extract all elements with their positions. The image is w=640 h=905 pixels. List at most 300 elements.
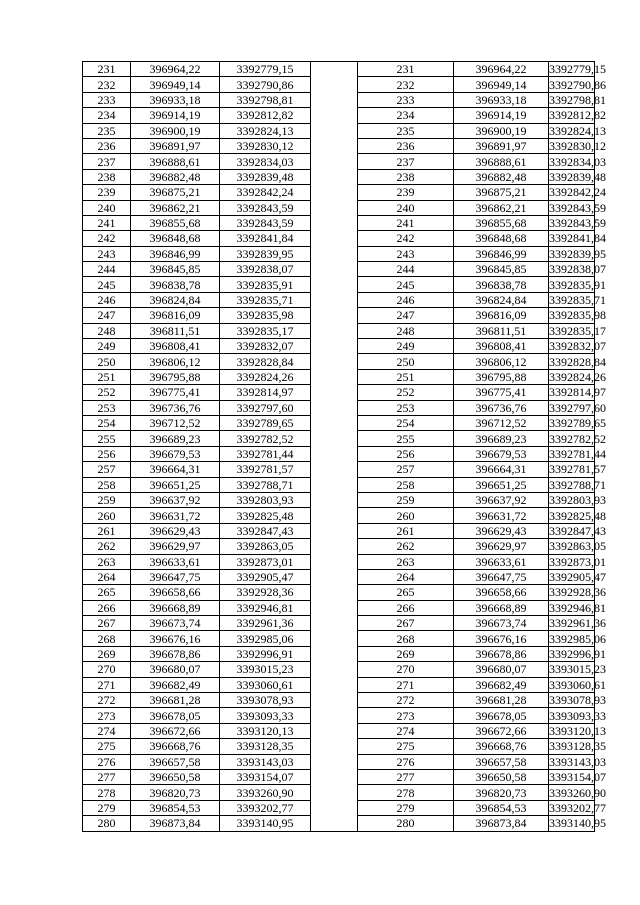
table-row [83, 723, 595, 738]
right-point-number-cell: 231 [358, 62, 454, 77]
right-point-number-cell: 241 [358, 215, 454, 230]
right-y-coordinate-cell: 3392841,84 [549, 231, 606, 246]
right-x-coordinate-cell: 396900,19 [454, 123, 549, 138]
right-x-coordinate-cell: 396629,97 [454, 539, 549, 554]
left-point-number-cell: 234 [83, 108, 131, 123]
left-y-coordinate-cell: 3392841,84 [220, 231, 311, 246]
left-x-coordinate-cell: 396664,31 [131, 462, 220, 477]
left-x-coordinate-cell: 396855,68 [131, 215, 220, 230]
right-y-coordinate-cell: 3392832,07 [549, 339, 606, 354]
left-point-number-cell: 278 [83, 785, 131, 800]
right-point-number-cell: 239 [358, 185, 454, 200]
right-y-coordinate-cell: 3392835,17 [549, 323, 606, 338]
right-point-number-cell: 264 [358, 569, 454, 584]
right-point-number-cell: 270 [358, 662, 454, 677]
right-point-number-cell: 268 [358, 631, 454, 646]
table-row [83, 154, 595, 169]
right-y-coordinate-cell: 3392789,65 [549, 416, 606, 431]
left-point-number-cell: 268 [83, 631, 131, 646]
table-row [83, 769, 595, 784]
right-x-coordinate-cell: 396811,51 [454, 323, 549, 338]
left-x-coordinate-cell: 396875,21 [131, 185, 220, 200]
table-row [83, 800, 595, 815]
right-point-number-cell: 240 [358, 200, 454, 215]
right-x-coordinate-cell: 396854,53 [454, 800, 549, 815]
table-row [83, 585, 595, 600]
right-y-coordinate-cell: 3392798,81 [549, 92, 606, 107]
left-point-number-cell: 246 [83, 292, 131, 307]
right-y-coordinate-cell: 3393093,33 [549, 708, 606, 723]
left-y-coordinate-cell: 3393143,03 [220, 754, 311, 769]
left-point-number-cell: 242 [83, 231, 131, 246]
left-point-number-cell: 240 [83, 200, 131, 215]
table-row [83, 400, 595, 415]
right-y-coordinate-cell: 3392814,97 [549, 385, 606, 400]
right-y-coordinate-cell: 3392835,98 [549, 308, 606, 323]
right-y-coordinate-cell: 3393060,61 [549, 677, 606, 692]
right-x-coordinate-cell: 396668,76 [454, 739, 549, 754]
right-point-number-cell: 235 [358, 123, 454, 138]
right-y-coordinate-cell: 3392905,47 [549, 570, 606, 585]
right-x-coordinate-cell: 396949,14 [454, 77, 549, 92]
table-row [83, 816, 595, 831]
left-y-coordinate-cell: 3392782,52 [220, 431, 311, 446]
column-gap [311, 477, 358, 492]
left-y-coordinate-cell: 3392835,17 [220, 323, 311, 338]
column-gap [311, 785, 358, 800]
left-point-number-cell: 256 [83, 446, 131, 461]
right-x-coordinate-cell: 396888,61 [454, 154, 549, 169]
left-point-number-cell: 263 [83, 554, 131, 569]
left-point-number-cell: 241 [83, 215, 131, 230]
left-x-coordinate-cell: 396806,12 [131, 354, 220, 369]
left-point-number-cell: 261 [83, 523, 131, 538]
right-x-coordinate-cell: 396882,48 [454, 169, 549, 184]
right-y-coordinate-cell: 3392838,07 [549, 262, 606, 277]
left-y-coordinate-cell: 3392803,93 [220, 492, 311, 507]
column-gap [311, 308, 358, 323]
table-row [83, 215, 595, 230]
column-gap [311, 277, 358, 292]
left-point-number-cell: 255 [83, 431, 131, 446]
right-point-number-cell: 272 [358, 693, 454, 708]
left-point-number-cell: 277 [83, 769, 131, 784]
left-y-coordinate-cell: 3393202,77 [220, 800, 311, 815]
left-point-number-cell: 267 [83, 616, 131, 631]
left-y-coordinate-cell: 3392843,59 [220, 200, 311, 215]
right-point-number-cell: 256 [358, 446, 454, 461]
left-point-number-cell: 266 [83, 600, 131, 615]
right-y-coordinate-cell: 3392847,43 [549, 523, 606, 538]
right-y-coordinate-cell: 3392839,95 [549, 246, 606, 261]
left-y-coordinate-cell: 3392946,81 [220, 600, 311, 615]
right-y-coordinate-cell: 3393202,77 [549, 800, 606, 815]
column-gap [311, 185, 358, 200]
table-row [83, 323, 595, 338]
left-x-coordinate-cell: 396676,16 [131, 631, 220, 646]
left-x-coordinate-cell: 396846,99 [131, 246, 220, 261]
coordinates-table [82, 61, 606, 832]
right-y-coordinate-cell: 3392788,71 [549, 477, 606, 492]
right-x-coordinate-cell: 396712,52 [454, 415, 549, 430]
column-gap [311, 508, 358, 523]
table-row [83, 415, 595, 430]
left-point-number-cell: 233 [83, 92, 131, 107]
left-x-coordinate-cell: 396679,53 [131, 446, 220, 461]
table-row [83, 200, 595, 215]
right-x-coordinate-cell: 396873,84 [454, 816, 549, 831]
right-x-coordinate-cell: 396679,53 [454, 446, 549, 461]
column-gap [311, 385, 358, 400]
left-y-coordinate-cell: 3392835,98 [220, 308, 311, 323]
table-row [83, 77, 595, 92]
right-y-coordinate-cell: 3392824,26 [549, 370, 606, 384]
left-y-coordinate-cell: 3392863,05 [220, 539, 311, 554]
right-point-number-cell: 269 [358, 646, 454, 661]
column-gap [311, 108, 358, 123]
right-y-coordinate-cell: 3392828,84 [549, 354, 606, 369]
left-point-number-cell: 249 [83, 339, 131, 354]
table-row [83, 308, 595, 323]
right-point-number-cell: 271 [358, 677, 454, 692]
left-x-coordinate-cell: 396795,88 [131, 369, 220, 384]
right-y-coordinate-cell: 3392835,71 [549, 293, 606, 308]
right-y-coordinate-cell: 3392863,05 [549, 539, 606, 554]
right-point-number-cell: 263 [358, 554, 454, 569]
right-y-coordinate-cell: 3392835,91 [549, 277, 606, 292]
table-row [83, 446, 595, 461]
left-point-number-cell: 252 [83, 385, 131, 400]
right-x-coordinate-cell: 396676,16 [454, 631, 549, 646]
column-gap [311, 354, 358, 369]
right-point-number-cell: 248 [358, 323, 454, 338]
table-row [83, 385, 595, 400]
left-x-coordinate-cell: 396838,78 [131, 277, 220, 292]
left-point-number-cell: 272 [83, 693, 131, 708]
left-x-coordinate-cell: 396650,58 [131, 769, 220, 784]
left-y-coordinate-cell: 3392825,48 [220, 508, 311, 523]
left-y-coordinate-cell: 3392828,84 [220, 354, 311, 369]
column-gap [311, 631, 358, 646]
left-y-coordinate-cell: 3392788,71 [220, 477, 311, 492]
right-y-coordinate-cell: 3392843,59 [549, 200, 606, 215]
right-x-coordinate-cell: 396824,84 [454, 292, 549, 307]
left-point-number-cell: 271 [83, 677, 131, 692]
column-gap [311, 708, 358, 723]
right-point-number-cell: 252 [358, 385, 454, 400]
left-point-number-cell: 276 [83, 754, 131, 769]
table-row [83, 739, 595, 754]
left-x-coordinate-cell: 396633,61 [131, 554, 220, 569]
left-point-number-cell: 251 [83, 369, 131, 384]
column-gap [311, 200, 358, 215]
right-point-number-cell: 257 [358, 462, 454, 477]
left-x-coordinate-cell: 396816,09 [131, 308, 220, 323]
right-x-coordinate-cell: 396681,28 [454, 693, 549, 708]
right-x-coordinate-cell: 396875,21 [454, 185, 549, 200]
left-y-coordinate-cell: 3392842,24 [220, 185, 311, 200]
right-x-coordinate-cell: 396673,74 [454, 616, 549, 631]
right-point-number-cell: 249 [358, 339, 454, 354]
right-x-coordinate-cell: 396933,18 [454, 92, 549, 107]
right-point-number-cell: 280 [358, 816, 454, 831]
right-x-coordinate-cell: 396633,61 [454, 554, 549, 569]
table-row [83, 646, 595, 661]
left-y-coordinate-cell: 3392812,82 [220, 108, 311, 123]
table-row [83, 369, 595, 384]
left-point-number-cell: 235 [83, 123, 131, 138]
right-x-coordinate-cell: 396668,89 [454, 600, 549, 615]
column-gap [311, 754, 358, 769]
column-gap [311, 662, 358, 677]
right-point-number-cell: 236 [358, 138, 454, 153]
column-gap [311, 77, 358, 92]
right-point-number-cell: 278 [358, 785, 454, 800]
right-y-coordinate-cell: 3393154,07 [549, 770, 606, 785]
right-y-coordinate-cell: 3393128,35 [549, 739, 606, 754]
left-point-number-cell: 236 [83, 138, 131, 153]
left-y-coordinate-cell: 3393128,35 [220, 739, 311, 754]
right-y-coordinate-cell: 3392779,15 [549, 62, 606, 77]
right-point-number-cell: 247 [358, 308, 454, 323]
left-y-coordinate-cell: 3392789,65 [220, 415, 311, 430]
left-y-coordinate-cell: 3392797,60 [220, 400, 311, 415]
left-point-number-cell: 274 [83, 723, 131, 738]
column-gap [311, 585, 358, 600]
left-x-coordinate-cell: 396873,84 [131, 816, 220, 831]
right-x-coordinate-cell: 396678,05 [454, 708, 549, 723]
column-gap [311, 262, 358, 277]
left-point-number-cell: 269 [83, 646, 131, 661]
column-gap [311, 231, 358, 246]
left-point-number-cell: 264 [83, 569, 131, 584]
right-y-coordinate-cell: 3392782,52 [549, 431, 606, 446]
left-y-coordinate-cell: 3392873,01 [220, 554, 311, 569]
right-point-number-cell: 266 [358, 600, 454, 615]
left-x-coordinate-cell: 396933,18 [131, 92, 220, 107]
left-y-coordinate-cell: 3392847,43 [220, 523, 311, 538]
left-y-coordinate-cell: 3392830,12 [220, 138, 311, 153]
right-x-coordinate-cell: 396838,78 [454, 277, 549, 292]
right-x-coordinate-cell: 396775,41 [454, 385, 549, 400]
right-point-number-cell: 244 [358, 262, 454, 277]
right-y-coordinate-cell: 3392812,82 [549, 108, 606, 123]
column-gap [311, 569, 358, 584]
table-row [83, 616, 595, 631]
column-gap [311, 816, 358, 831]
table-row [83, 292, 595, 307]
left-x-coordinate-cell: 396862,21 [131, 200, 220, 215]
left-point-number-cell: 270 [83, 662, 131, 677]
column-gap [311, 62, 358, 77]
column-gap [311, 492, 358, 507]
right-y-coordinate-cell: 3392928,36 [549, 585, 606, 600]
right-y-coordinate-cell: 3393120,13 [549, 723, 606, 738]
left-point-number-cell: 257 [83, 462, 131, 477]
column-gap [311, 539, 358, 554]
right-y-coordinate-cell: 3392830,12 [549, 139, 606, 154]
table-row [83, 431, 595, 446]
right-point-number-cell: 275 [358, 739, 454, 754]
left-x-coordinate-cell: 396629,97 [131, 539, 220, 554]
right-y-coordinate-cell: 3393078,93 [549, 693, 606, 708]
column-gap [311, 600, 358, 615]
right-y-coordinate-cell: 3392839,48 [549, 169, 606, 184]
left-point-number-cell: 265 [83, 585, 131, 600]
left-x-coordinate-cell: 396712,52 [131, 415, 220, 430]
column-gap [311, 339, 358, 354]
left-y-coordinate-cell: 3393154,07 [220, 769, 311, 784]
right-point-number-cell: 238 [358, 169, 454, 184]
left-x-coordinate-cell: 396964,22 [131, 62, 220, 77]
right-y-coordinate-cell: 3392842,24 [549, 185, 606, 200]
right-x-coordinate-cell: 396664,31 [454, 462, 549, 477]
left-point-number-cell: 248 [83, 323, 131, 338]
left-x-coordinate-cell: 396681,28 [131, 693, 220, 708]
table-row [83, 231, 595, 246]
table-row [83, 108, 595, 123]
column-gap [311, 693, 358, 708]
column-gap [311, 554, 358, 569]
left-y-coordinate-cell: 3392985,06 [220, 631, 311, 646]
right-y-coordinate-cell: 3392781,57 [549, 462, 606, 477]
right-y-coordinate-cell: 3393260,90 [549, 785, 606, 800]
right-y-coordinate-cell: 3393143,03 [549, 754, 606, 769]
column-gap [311, 646, 358, 661]
right-y-coordinate-cell: 3392961,36 [549, 616, 606, 631]
right-x-coordinate-cell: 396862,21 [454, 200, 549, 215]
column-gap [311, 446, 358, 461]
right-x-coordinate-cell: 396846,99 [454, 246, 549, 261]
left-y-coordinate-cell: 3392824,13 [220, 123, 311, 138]
table-row [83, 754, 595, 769]
table-row [83, 708, 595, 723]
right-x-coordinate-cell: 396657,58 [454, 754, 549, 769]
right-point-number-cell: 276 [358, 754, 454, 769]
right-y-coordinate-cell: 3393015,23 [549, 662, 606, 677]
right-x-coordinate-cell: 396650,58 [454, 769, 549, 784]
left-y-coordinate-cell: 3392839,48 [220, 169, 311, 184]
column-gap [311, 800, 358, 815]
left-x-coordinate-cell: 396808,41 [131, 339, 220, 354]
column-gap [311, 369, 358, 384]
left-y-coordinate-cell: 3392814,97 [220, 385, 311, 400]
table-row [83, 339, 595, 354]
left-x-coordinate-cell: 396845,85 [131, 262, 220, 277]
left-y-coordinate-cell: 3393120,13 [220, 723, 311, 738]
right-point-number-cell: 234 [358, 108, 454, 123]
left-y-coordinate-cell: 3392839,95 [220, 246, 311, 261]
left-x-coordinate-cell: 396891,97 [131, 138, 220, 153]
table-row [83, 262, 595, 277]
right-x-coordinate-cell: 396647,75 [454, 569, 549, 584]
right-x-coordinate-cell: 396964,22 [454, 62, 549, 77]
column-gap [311, 769, 358, 784]
right-point-number-cell: 243 [358, 246, 454, 261]
table-row [83, 492, 595, 507]
left-y-coordinate-cell: 3392824,26 [220, 369, 311, 384]
left-x-coordinate-cell: 396848,68 [131, 231, 220, 246]
left-point-number-cell: 253 [83, 400, 131, 415]
left-x-coordinate-cell: 396888,61 [131, 154, 220, 169]
left-x-coordinate-cell: 396651,25 [131, 477, 220, 492]
left-x-coordinate-cell: 396882,48 [131, 169, 220, 184]
column-gap [311, 215, 358, 230]
left-x-coordinate-cell: 396775,41 [131, 385, 220, 400]
right-point-number-cell: 250 [358, 354, 454, 369]
table-row [83, 138, 595, 153]
left-point-number-cell: 238 [83, 169, 131, 184]
right-point-number-cell: 242 [358, 231, 454, 246]
left-x-coordinate-cell: 396811,51 [131, 323, 220, 338]
right-point-number-cell: 253 [358, 400, 454, 415]
left-point-number-cell: 254 [83, 415, 131, 430]
table-row [83, 354, 595, 369]
left-point-number-cell: 260 [83, 508, 131, 523]
column-gap [311, 523, 358, 538]
left-y-coordinate-cell: 3392781,44 [220, 446, 311, 461]
right-x-coordinate-cell: 396806,12 [454, 354, 549, 369]
right-point-number-cell: 265 [358, 585, 454, 600]
coordinates-table-body [83, 62, 606, 832]
right-point-number-cell: 233 [358, 92, 454, 107]
column-gap [311, 154, 358, 169]
table-row [83, 693, 595, 708]
left-x-coordinate-cell: 396658,66 [131, 585, 220, 600]
column-gap [311, 169, 358, 184]
left-x-coordinate-cell: 396647,75 [131, 569, 220, 584]
table-row [83, 662, 595, 677]
table-row [83, 677, 595, 692]
right-y-coordinate-cell: 3392843,59 [549, 216, 606, 231]
left-y-coordinate-cell: 3392838,07 [220, 262, 311, 277]
right-x-coordinate-cell: 396680,07 [454, 662, 549, 677]
table-row [83, 92, 595, 107]
table-row [83, 554, 595, 569]
right-point-number-cell: 260 [358, 508, 454, 523]
left-y-coordinate-cell: 3392961,36 [220, 616, 311, 631]
left-x-coordinate-cell: 396854,53 [131, 800, 220, 815]
right-point-number-cell: 245 [358, 277, 454, 292]
left-y-coordinate-cell: 3392835,91 [220, 277, 311, 292]
left-y-coordinate-cell: 3392843,59 [220, 215, 311, 230]
right-y-coordinate-cell: 3392824,13 [549, 123, 606, 138]
right-x-coordinate-cell: 396736,76 [454, 400, 549, 415]
left-y-coordinate-cell: 3392832,07 [220, 339, 311, 354]
left-x-coordinate-cell: 396657,58 [131, 754, 220, 769]
left-y-coordinate-cell: 3393015,23 [220, 662, 311, 677]
column-gap [311, 92, 358, 107]
left-x-coordinate-cell: 396668,76 [131, 739, 220, 754]
right-y-coordinate-cell: 3392797,60 [549, 400, 606, 415]
left-point-number-cell: 258 [83, 477, 131, 492]
right-x-coordinate-cell: 396637,92 [454, 492, 549, 507]
right-point-number-cell: 251 [358, 369, 454, 384]
left-x-coordinate-cell: 396631,72 [131, 508, 220, 523]
right-x-coordinate-cell: 396672,66 [454, 723, 549, 738]
left-y-coordinate-cell: 3392781,57 [220, 462, 311, 477]
column-gap [311, 400, 358, 415]
left-point-number-cell: 262 [83, 539, 131, 554]
column-gap [311, 677, 358, 692]
right-point-number-cell: 258 [358, 477, 454, 492]
right-y-coordinate-cell: 3392781,44 [549, 446, 606, 461]
table-row [83, 123, 595, 138]
left-point-number-cell: 232 [83, 77, 131, 92]
right-point-number-cell: 237 [358, 154, 454, 169]
right-y-coordinate-cell: 3392985,06 [549, 631, 606, 646]
right-x-coordinate-cell: 396816,09 [454, 308, 549, 323]
